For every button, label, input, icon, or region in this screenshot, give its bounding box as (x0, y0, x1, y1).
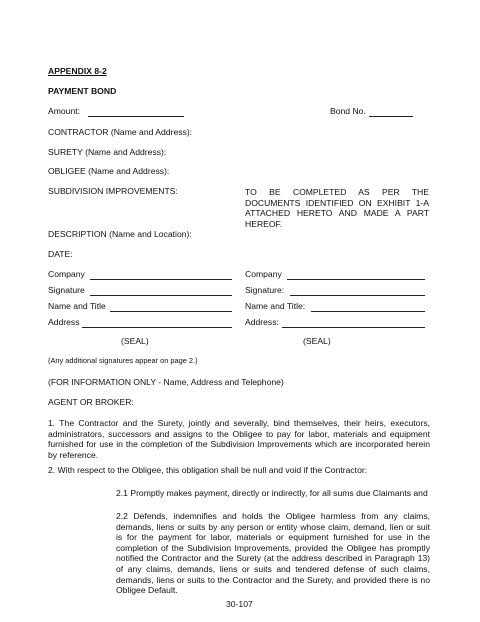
left-company-field[interactable] (90, 279, 232, 280)
bond-no-field[interactable] (369, 116, 413, 117)
paragraph-2-2: 2.2 Defends, indemnifies and holds the Obligee harmless from any claims, demands, liens or suits by any person or entity whose claim, demand, lien or suit is for the payment for labor, materials or equipment furnished for use in the completion of the Subdivision Improvements, provided the Obligee has promptly notified the Contractor and the Surety (at the address described in Paragraph 13) of any claims, demands, liens or suits and tendered defense of such claims, demands, liens or suits to the Contractor and the Surety, and provided there is no Obligee Default. (116, 511, 430, 596)
appendix-heading: APPENDIX 8-2 (48, 66, 107, 76)
left-address-field[interactable] (82, 327, 232, 328)
right-signature-label: Signature: (245, 285, 285, 295)
paragraph-2-1: 2.1 Promptly makes payment, directly or indirectly, for all sums due Claimants and (116, 488, 428, 498)
subdivision-text: TO BE COMPLETED AS PER THE DOCUMENTS IDENTIFIED ON EXHIBIT 1-A ATTACHED HERETO AND MADE A PART HEREOF. (245, 187, 429, 229)
right-company-label: Company (245, 269, 282, 279)
left-name-title-field[interactable] (110, 311, 232, 312)
right-address-field[interactable] (282, 327, 425, 328)
left-company-label: Company (48, 269, 85, 279)
amount-field[interactable] (88, 116, 184, 117)
page-title: PAYMENT BOND (48, 86, 117, 96)
right-address-label: Address: (245, 317, 279, 327)
amount-label: Amount: (48, 106, 81, 116)
date-label: DATE: (48, 249, 73, 259)
additional-signatures-note: (Any additional signatures appear on page 2.) (48, 356, 198, 365)
right-name-title-label: Name and Title: (245, 301, 306, 311)
left-signature-field[interactable] (90, 295, 232, 296)
paragraph-2: 2. With respect to the Obligee, this obligation shall be null and void if the Contractor: (48, 465, 368, 475)
page-number: 30-107 (226, 599, 253, 609)
bond-no-label: Bond No. (330, 106, 366, 116)
obligee-label: OBLIGEE (Name and Address): (48, 166, 170, 176)
surety-label: SURETY (Name and Address): (48, 147, 167, 157)
right-company-field[interactable] (287, 279, 425, 280)
description-label: DESCRIPTION (Name and Location): (48, 229, 192, 239)
left-name-title-label: Name and Title (48, 301, 106, 311)
right-signature-field[interactable] (290, 295, 425, 296)
right-seal: (SEAL) (303, 336, 331, 346)
subdivision-label: SUBDIVISION IMPROVEMENTS: (48, 186, 178, 196)
agent-broker-label: AGENT OR BROKER: (48, 397, 134, 407)
left-seal: (SEAL) (121, 336, 149, 346)
contractor-label: CONTRACTOR (Name and Address): (48, 127, 193, 137)
paragraph-1: 1. The Contractor and the Surety, jointly and severally, bind themselves, their heirs, executors, administrators, successors and assigns to the Obligee to pay for labor, materials and equipment furnished for use in the completion of the Subdivision Improvements which are incorporated herein by reference. (48, 418, 430, 460)
left-signature-label: Signature (48, 285, 85, 295)
left-address-label: Address (48, 317, 80, 327)
info-only-label: (FOR INFORMATION ONLY - Name, Address and Telephone) (48, 377, 284, 387)
right-name-title-field[interactable] (311, 311, 425, 312)
